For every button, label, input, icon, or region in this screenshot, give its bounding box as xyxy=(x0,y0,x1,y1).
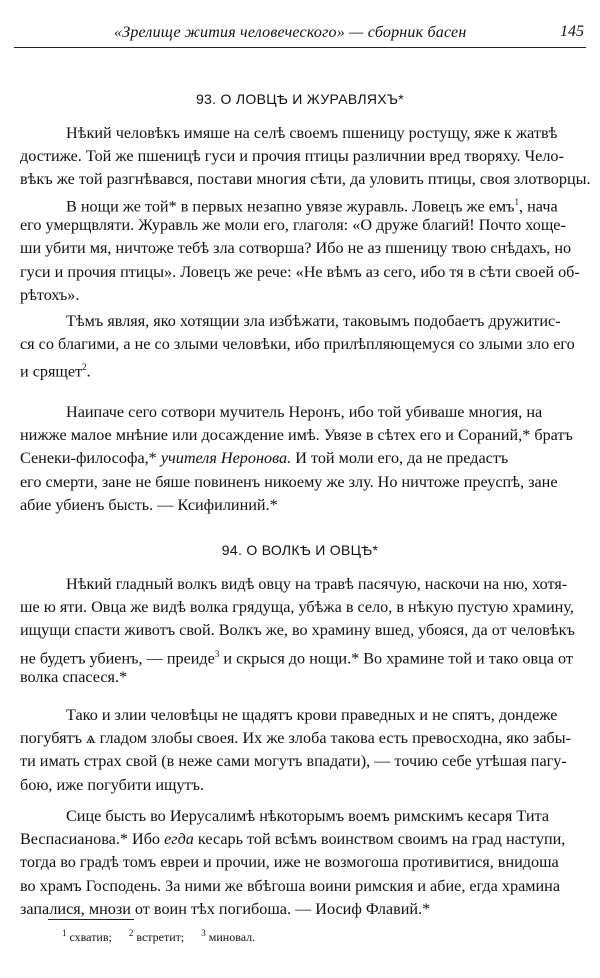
line: тогда во градѣ томъ евреи и прочии, иже не возмогоша противитися, внидоша xyxy=(20,853,559,872)
line: ся со благими, а не со злыми человѣки, ибо прилѣпляющемуся со злыми зло его xyxy=(20,335,575,354)
italic-word: егда xyxy=(164,830,194,849)
footnote-2: $^2$ встретит; xyxy=(128,928,185,944)
paragraph-3: Тѣмъ являя, яко хотящии зла избѣжати, таковымъ подобаетъ дружитис- ся со благими, а не со злыми человѣки, ибо прилѣпляющемуся со злыми зло его и срящет$^2$. xyxy=(20,310,586,380)
line: Тако и злии человѣцы не щадятъ крови праведных и не спятъ, дондеже xyxy=(66,706,558,724)
line: запалися, мнози от воин тѣх погибоша. — Иосиф Флавий.* xyxy=(20,899,431,918)
line: во храмъ Господень. За ними же вбѣгоша воини римския и абие, егда храмина xyxy=(20,876,561,895)
line: достиже. Той же пшеницѣ гуси и прочия птицы различнии вред творяху. Чело- xyxy=(20,147,564,166)
line: его умерщвляти. Журавль же моли его, глаголя: «О друже благий! Почто хоще- xyxy=(20,216,566,235)
footnote-divider xyxy=(48,919,134,920)
line: ше ю яти. Овца же видѣ волка грядуща, убѣжа в село, в нѣкую пустую храмину, xyxy=(20,598,574,617)
line: , нача xyxy=(519,197,558,216)
italic-phrase: учителя Неронова. xyxy=(160,449,292,468)
section-title-94: 94. О ВОЛКѢ И ОВЦѢ* xyxy=(221,542,379,558)
line: Нѣкий человѣкъ имяше на селѣ своемъ пшеницу ростущу, яже к жатвѣ xyxy=(66,124,558,142)
paragraph-1 xyxy=(20,122,591,192)
line: ти имать страх свой (в неже сами могутъ впадати), — точию себе утѣшая пагу- xyxy=(20,752,567,771)
paragraph-6 xyxy=(20,704,586,797)
running-header xyxy=(14,22,586,48)
line: нижже малое мнѣние или досаждение имѣ. Увязе в сѣтех его и Сораний,* братъ xyxy=(20,426,573,445)
line: гуси и прочия птицы». Ловецъ же рече: «Не вѣмъ аз сего, ибо тя в сѣти своей об- xyxy=(20,262,580,281)
line: В нощи же той* в первых незапно увязе журавль. Ловецъ же емъ xyxy=(66,197,515,216)
line: волка спасеся.* xyxy=(20,667,128,686)
line: Сице бысть во Иерусалимѣ нѣкоторымъ воемъ римскимъ кесаря Тита xyxy=(66,807,550,825)
paragraph-2 xyxy=(20,191,586,307)
section-title-93: 93. О ЛОВЦѢ И ЖУРАВЛЯХЪ* xyxy=(195,91,405,107)
line: вѣкъ же той разгнѣвався, постави многия сѣти, да уловить птицы, своя злотворцы. xyxy=(20,170,591,189)
footnote-3: $^3$ миновал. xyxy=(201,928,256,944)
line: абие убиенъ бысть. — Ксифилиний.* xyxy=(20,495,278,514)
line: его смерти, зане не бяше повиненъ никоему же злу. Но ничтоже преуспѣ, зане xyxy=(20,472,558,491)
line: Тѣмъ являя, яко хотящии зла избѣжати, таковымъ подобаетъ дружитис- xyxy=(66,312,561,330)
footnotes xyxy=(62,928,269,945)
footnote-mark: 1 xyxy=(514,197,520,207)
line: Нѣкий гладный волкъ видѣ овцу на травѣ пасячую, наскочи на ню, хотя- xyxy=(66,575,568,593)
line: рѣтохъ». xyxy=(20,285,80,304)
footnote-mark: 2 xyxy=(82,362,87,373)
paragraph-7: Сице бысть во Иерусалимѣ нѣкоторымъ воемъ римскимъ кесаря Тита Веспасианова.* Ибо егда кесарь той всѣмъ воинством своимъ на град наступи, тогда во градѣ томъ евреи и прочии, иже не возмогоша противитися, внидоша во храмъ Господень. За ними же вбѣгоша воини римския и абие, егда храмина запалися, мнози от воин тѣх погибоша. — Иосиф Флавий.* xyxy=(20,805,586,921)
page-number: 145 xyxy=(560,23,584,40)
footnote-1: $^1$ схватив; xyxy=(62,928,112,944)
line: ищущи спасти животъ свой. Волкъ же, во храмину вшед, убояся, да от человѣкъ xyxy=(20,621,575,640)
running-title: «Зрелище жития человеческого» — сборник басен xyxy=(114,24,467,41)
line: погубятъ ѧ гладом злобы своея. Их же злоба такова есть превосходна, яко забы- xyxy=(20,729,572,748)
line: Наипаче сего сотвори мучитель Неронъ, ибо той убиваше многия, на xyxy=(66,403,543,421)
line: ши убити мя, ничтоже тебѣ зла сотворша? Ибо не аз пшеницу твою снѣдахъ, но xyxy=(20,239,572,258)
line: и срящет xyxy=(20,362,83,381)
paragraph-5: Нѣкий гладный волкъ видѣ овцу на травѣ пасячую, наскочи на ню, хотя- ше ю яти. Овца же видѣ волка грядуща, убѣжа в село, в нѣкую пустую храмину, ищущи спасти животъ свой. Волкъ же, во храмину вшед, убояся, да от человѣкъ не будетъ убиенъ, — преиде$^3$ и скрыся до нощи.* Во храмине той и тако овца от волка спасеся.* xyxy=(20,573,586,689)
paragraph-4: Наипаче сего сотвори мучитель Неронъ, ибо той убиваше многия, на нижже малое мнѣние или досаждение имѣ. Увязе в сѣтех его и Сораний,* братъ Сенеки-философа,* учителя Неронова. И той моли его, да не предастъ его смерти, зане не бяше повиненъ никоему же злу. Но ничтоже преуспѣ, зане абие убиенъ бысть. — Ксифилиний.* xyxy=(20,401,586,517)
line: бою, иже погубити ищутъ. xyxy=(20,775,205,794)
footnote-mark: 3 xyxy=(214,648,220,659)
